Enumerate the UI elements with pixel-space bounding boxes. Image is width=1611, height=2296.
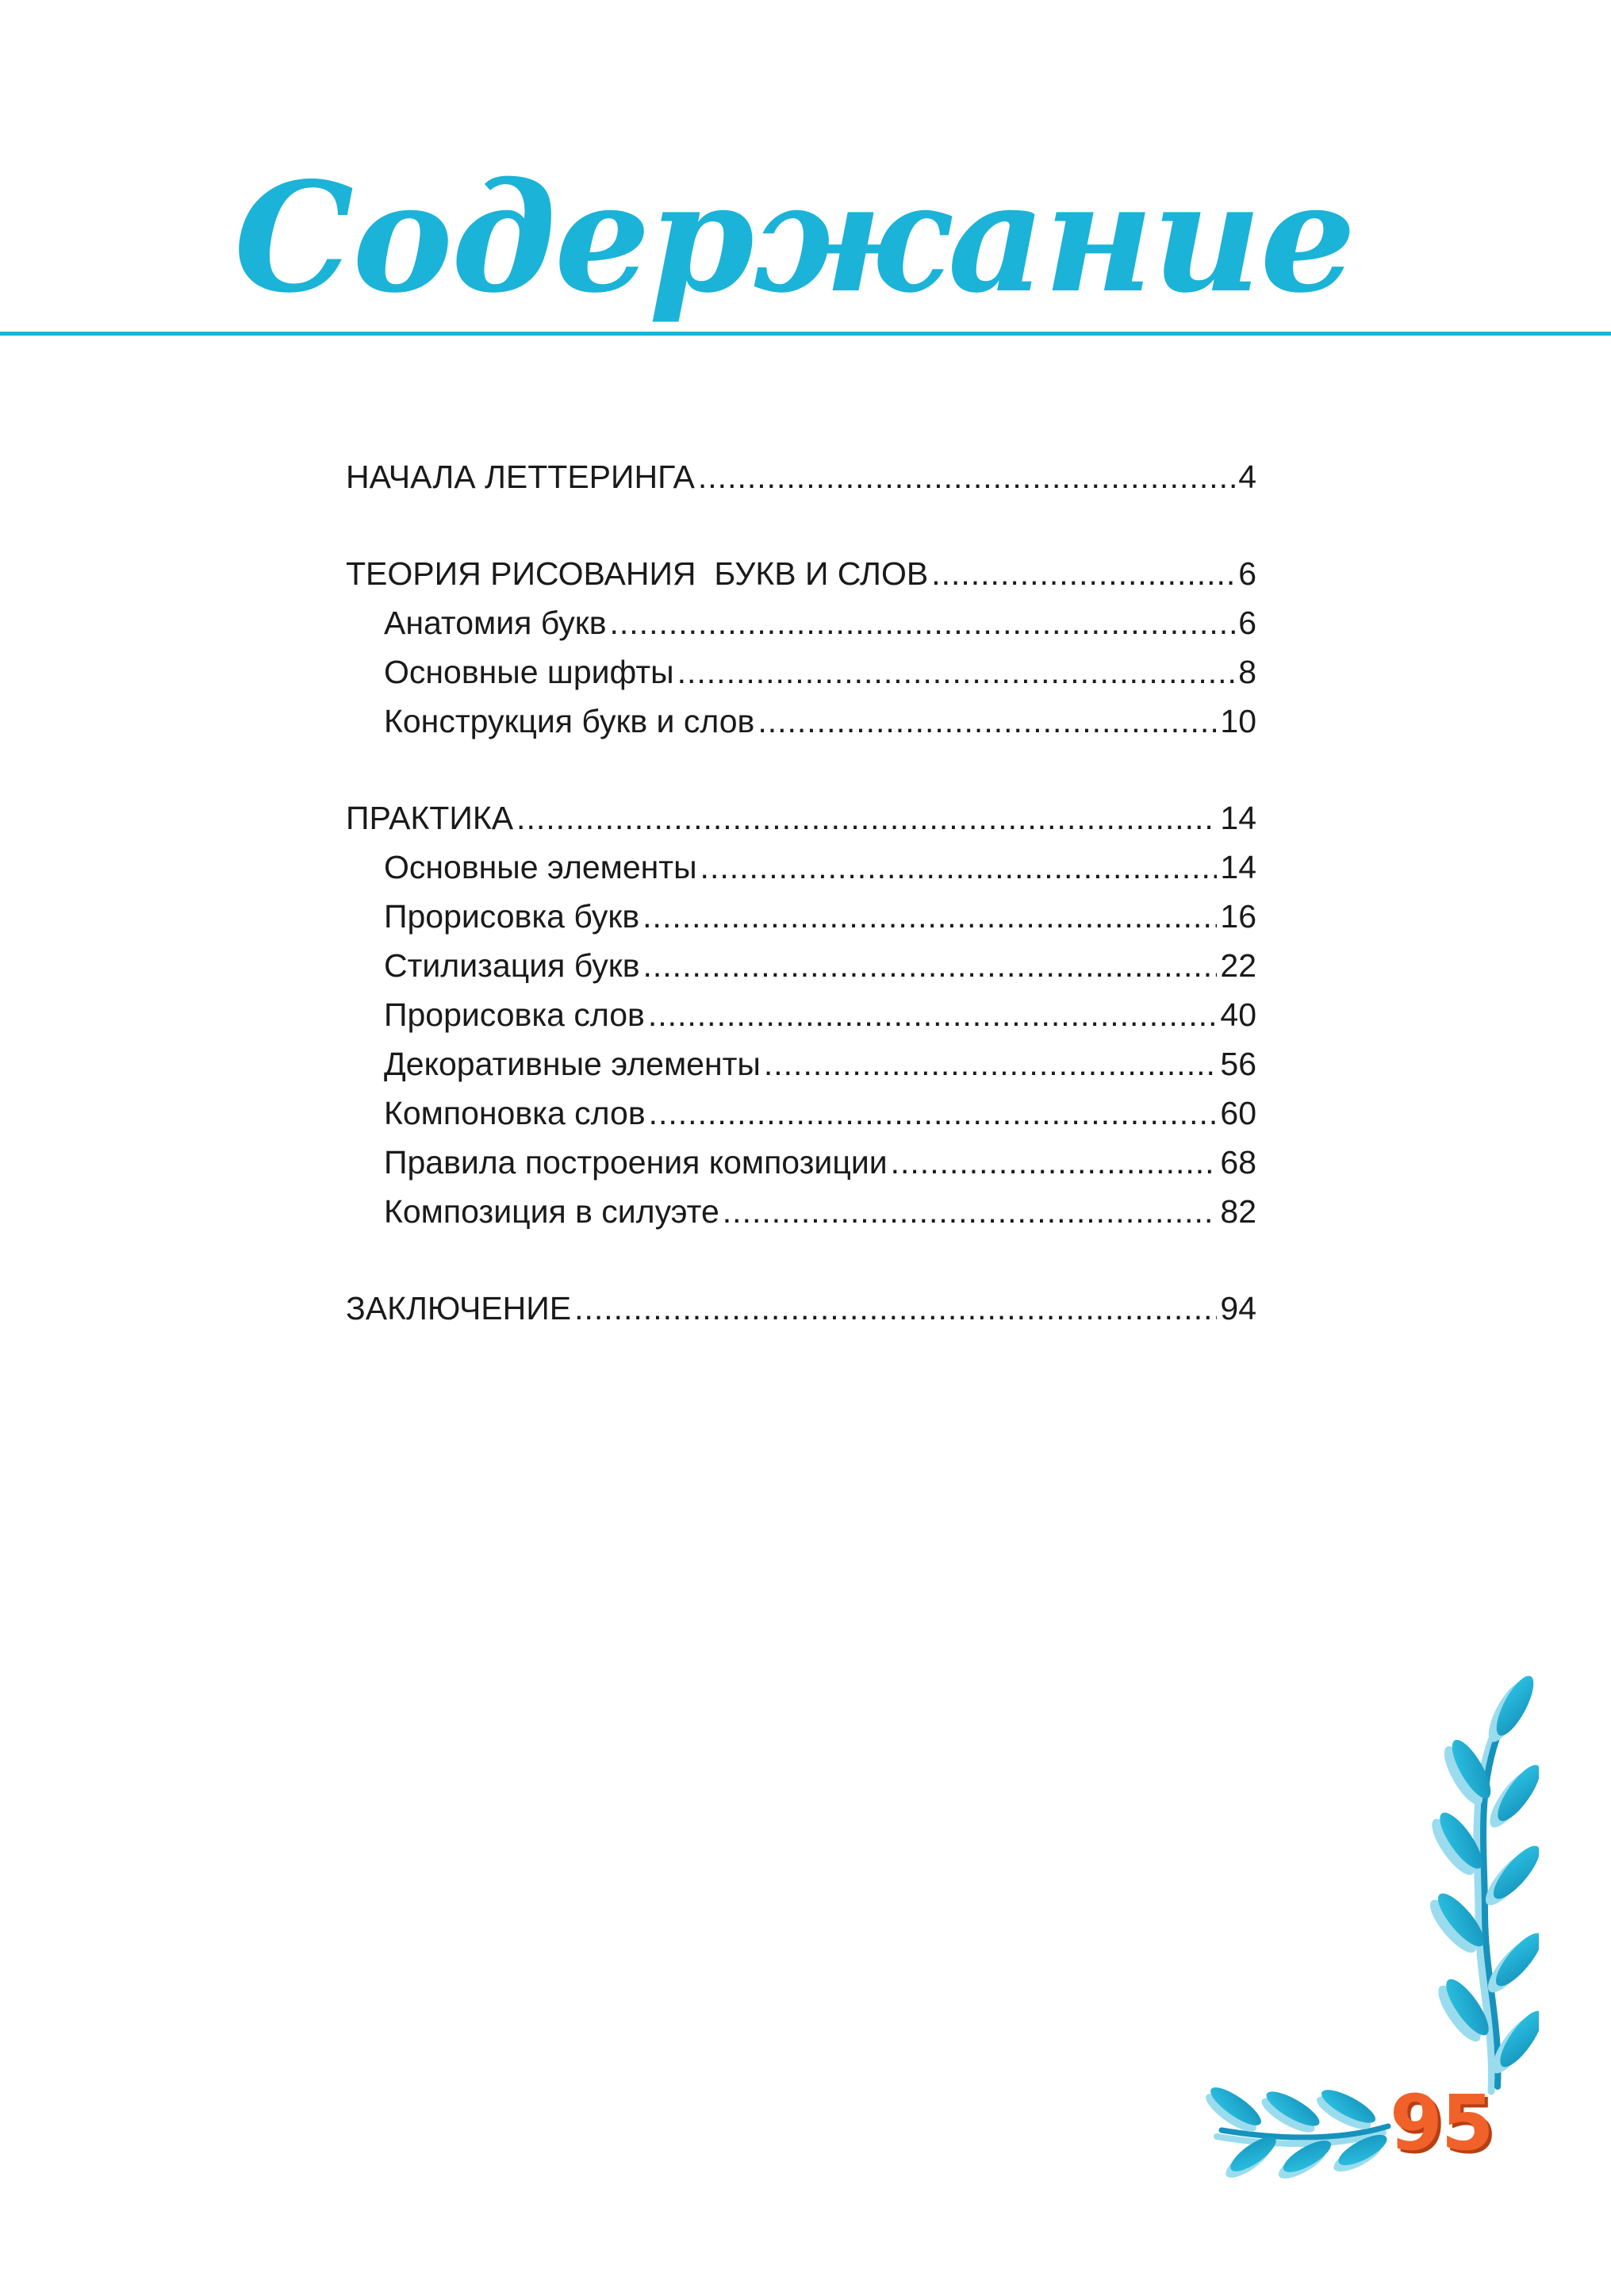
dot-leader	[764, 1039, 1218, 1088]
toc-entry-label: Стилизация букв	[384, 947, 640, 984]
title-block	[234, 139, 1355, 401]
dot-leader	[700, 843, 1218, 892]
toc-subentry	[346, 990, 1256, 1039]
toc-entry-page: 8	[1238, 654, 1256, 690]
toc-entry-label: Правила построения композиции	[384, 1144, 888, 1181]
page-number: 95	[1390, 2079, 1493, 2167]
toc-entry-page: 40	[1220, 996, 1256, 1033]
toc-subentry	[346, 941, 1256, 990]
toc-entry-page: 68	[1220, 1144, 1256, 1181]
toc-entry-label: ТЕОРИЯ РИСОВАНИЯ БУКВ И СЛОВ	[346, 555, 929, 592]
dot-leader	[516, 793, 1217, 843]
toc-entry-page: 22	[1220, 947, 1256, 984]
toc-entry-page: 16	[1220, 898, 1256, 935]
toc-entry-page: 82	[1220, 1193, 1256, 1230]
toc-entry-label: Основные элементы	[384, 849, 697, 885]
title-underline	[0, 332, 1611, 336]
toc-entry	[346, 452, 1256, 501]
toc-entry-page: 4	[1238, 459, 1256, 495]
toc-subentry	[346, 697, 1256, 746]
dot-leader	[758, 697, 1217, 746]
toc-entry-page: 14	[1220, 849, 1256, 885]
toc-entry-page: 6	[1238, 555, 1256, 592]
toc-section	[346, 793, 1256, 1236]
toc-subentry	[346, 1088, 1256, 1138]
toc-section	[346, 549, 1256, 746]
dot-leader	[723, 1187, 1218, 1236]
dot-leader	[574, 1284, 1217, 1333]
toc-entry-label: Композиция в силуэте	[384, 1193, 719, 1230]
toc-subentry	[346, 843, 1256, 892]
dot-leader	[931, 549, 1235, 598]
toc-subentry	[346, 892, 1256, 941]
toc-subentry	[346, 1039, 1256, 1088]
toc-entry	[346, 549, 1256, 598]
toc-section	[346, 452, 1256, 501]
toc-entry-page: 10	[1220, 703, 1256, 739]
dot-leader	[677, 647, 1236, 697]
toc-entry-label: ПРАКТИКА	[346, 800, 514, 836]
toc-entry-label: Конструкция букв и слов	[384, 703, 755, 739]
dot-leader	[648, 990, 1218, 1039]
toc-entry-page: 60	[1220, 1095, 1256, 1131]
dot-leader	[891, 1138, 1218, 1187]
dot-leader	[610, 598, 1236, 647]
toc-subentry	[346, 1138, 1256, 1187]
toc-entry-page: 94	[1220, 1290, 1256, 1327]
toc-subentry	[346, 647, 1256, 697]
toc-subentry	[346, 598, 1256, 647]
toc-entry	[346, 1284, 1256, 1333]
toc-section	[346, 1284, 1256, 1333]
toc-entry-label: Прорисовка букв	[384, 898, 640, 935]
toc-entry-page: 56	[1220, 1046, 1256, 1082]
toc-entry-label: НАЧАЛА ЛЕТТЕРИНГА	[346, 459, 695, 495]
toc-entry-page: 6	[1238, 605, 1256, 641]
toc-entry	[346, 793, 1256, 843]
dot-leader	[642, 892, 1217, 941]
page-title: Содержание	[234, 149, 1355, 326]
toc-entry-label: Декоративные элементы	[384, 1046, 761, 1082]
toc-entry-page: 14	[1220, 800, 1256, 836]
toc-entry-label: Компоновка слов	[384, 1095, 646, 1131]
toc-subentry	[346, 1187, 1256, 1236]
dot-leader	[649, 1088, 1218, 1138]
dot-leader	[698, 452, 1235, 501]
toc-entry-label: Прорисовка слов	[384, 996, 645, 1033]
table-of-contents	[346, 452, 1256, 1380]
toc-entry-label: ЗАКЛЮЧЕНИЕ	[346, 1290, 572, 1327]
dot-leader	[643, 941, 1218, 990]
toc-entry-label: Анатомия букв	[384, 605, 607, 641]
toc-entry-label: Основные шрифты	[384, 654, 674, 690]
